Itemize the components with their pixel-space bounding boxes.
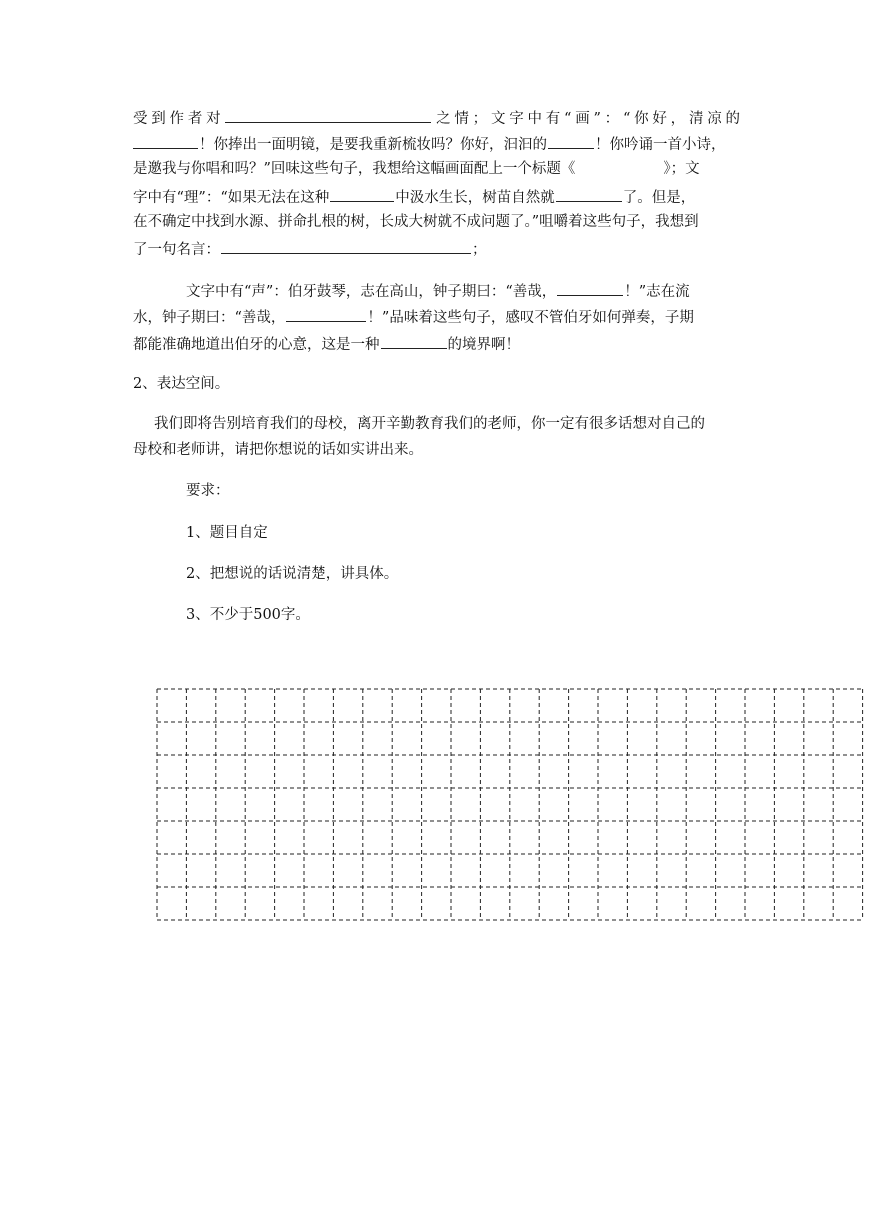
text-segment: ；	[472, 242, 487, 258]
text-segment: 了。但是，	[622, 190, 696, 206]
text-segment: 》；文	[663, 161, 700, 177]
answer-blank[interactable]	[286, 306, 366, 322]
text-segment: 之情；文字中有“画”：“你好，清凉的	[432, 111, 740, 127]
text-segment: 字中有“理”：“如果无法在这种	[133, 190, 330, 206]
reading-line-6	[133, 238, 740, 258]
text-segment: 文字中有“声”：伯牙鼓琴，志在高山，钟子期曰：“善哉，	[186, 284, 557, 300]
reading-line-4	[133, 186, 740, 206]
reading-p2-line-2	[133, 306, 740, 326]
answer-blank[interactable]	[221, 238, 471, 254]
section-heading: 2、表达空间。	[133, 376, 230, 392]
requirement-2: 2、把想说的话说清楚，讲具体。	[186, 566, 399, 582]
reading-p2-line-3	[133, 333, 740, 353]
requirement-1: 1、题目自定	[186, 525, 268, 541]
prompt-line-2: 母校和老师讲，请把你想说的话如实讲出来。	[133, 442, 423, 458]
answer-blank[interactable]	[225, 107, 431, 123]
text-segment: ！你吟诵一首小诗，	[595, 137, 726, 153]
answer-blank[interactable]	[381, 333, 447, 349]
answer-blank[interactable]	[556, 186, 622, 202]
text-segment: 都能准确地道出伯牙的心意，这是一种	[133, 337, 380, 353]
reading-line-5	[133, 212, 740, 232]
text-segment: 受到作者对	[133, 111, 225, 127]
text-segment: 在不确定中找到水源、拼命扎根的树，长成大树就不成问题了。”咀嚼着这些句子，我想到	[133, 214, 699, 230]
text-segment: 的境界啊！	[447, 337, 520, 353]
text-segment: 水，钟子期曰：“善哉，	[133, 310, 286, 326]
requirements-label: 要求：	[186, 483, 230, 499]
writing-grid[interactable]	[156, 688, 866, 924]
reading-line-3	[133, 159, 740, 179]
text-segment: ！你捧出一面明镜，是要我重新梳妆吗？你好，汩汩的	[199, 137, 547, 153]
text-segment: 了一句名言：	[133, 242, 220, 258]
requirement-3: 3、不少于500字。	[186, 607, 310, 623]
answer-blank[interactable]	[557, 280, 623, 296]
reading-line-2	[133, 133, 740, 153]
text-segment: 中汲水生长，树苗自然就	[395, 190, 555, 206]
text-segment: 是邀我与你唱和吗？”回味这些句子，我想给这幅画面配上一个标题《	[133, 161, 576, 177]
prompt-line-1: 我们即将告别培育我们的母校，离开辛勤教育我们的老师，你一定有很多话想对自己的	[154, 416, 705, 432]
answer-blank[interactable]	[133, 133, 198, 149]
reading-line-1	[133, 107, 740, 127]
text-segment: ！”品味着这些句子，感叹不管伯牙如何弹奏，子期	[367, 310, 694, 326]
answer-blank[interactable]	[548, 133, 594, 149]
reading-p2-line-1	[186, 280, 740, 300]
text-segment: ！”志在流	[624, 284, 690, 300]
answer-blank[interactable]	[330, 186, 394, 202]
